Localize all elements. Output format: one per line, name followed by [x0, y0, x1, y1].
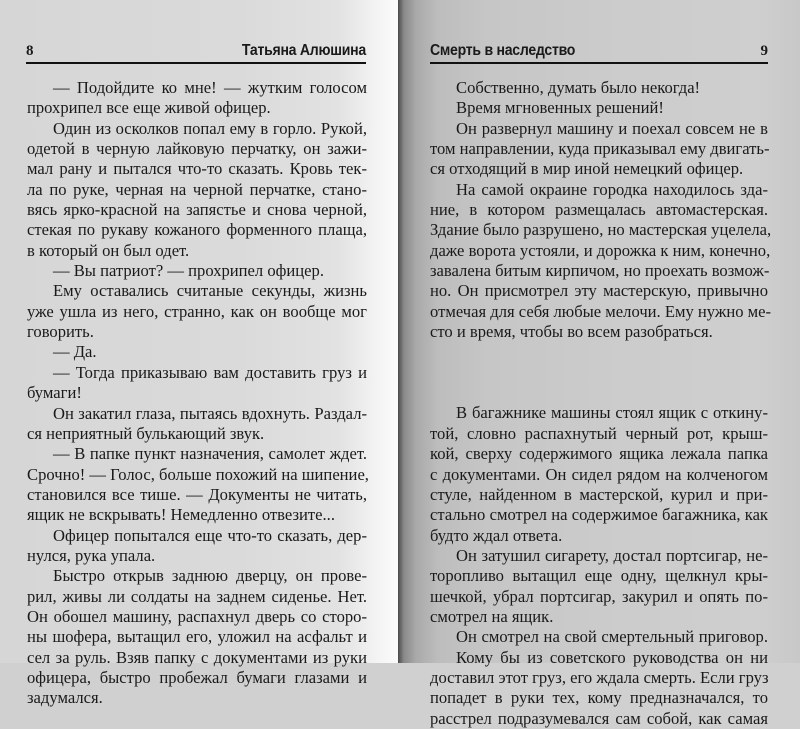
text-line: Он закатил глаза, пытаясь вдохнуть. Раздал- [53, 403, 367, 423]
page-number-left: 8 [26, 43, 34, 59]
text-line: — Да. [53, 342, 97, 362]
text-line: Он обошел машину, распахнул дверь со сторо- [27, 606, 367, 626]
text-line: ся отходящий в мир иной немецкий офицер. [430, 159, 744, 179]
text-line: офицера, быстро пробежал бумаги глазами и [27, 667, 367, 687]
text-line: стекая по рукаву кожаного форменного плаща, [27, 220, 367, 240]
text-line: в который он был одет. [27, 240, 190, 260]
text-line: Здание было разрушено, но мастерская уцелела, [430, 220, 772, 240]
text-line: На самой окраине городка находилось зда- [456, 179, 768, 199]
text-line: завалена битым кирпичом, но проехать возмож- [430, 261, 770, 281]
text-line: задумался. [27, 688, 103, 708]
text-line: — В папке пункт назначения, самолет ждет. [53, 444, 367, 464]
text-line: доставил этот груз, его ждала смерть. Если груз [430, 667, 769, 687]
text-line: Он затушил сигарету, достал портсигар, не- [456, 545, 768, 565]
text-line: Он смотрел на свой смертельный приговор. [456, 627, 768, 647]
text-line: кой, сверху содержимого ящика лежала папка [430, 444, 768, 464]
text-line: — Вы патриот? — прохрипел офицер. [53, 261, 324, 281]
section-break [430, 342, 768, 403]
left-page-text [27, 78, 367, 709]
text-line: ся неприятный булькающий звук. [27, 423, 265, 443]
book-title-running-head: Смерть в наследство [430, 42, 576, 59]
right-page-text [430, 78, 772, 729]
text-line: Собственно, думать было некогда! [456, 78, 701, 97]
text-line: говорить. [27, 322, 94, 342]
text-line: отмечая для себя любые мелочи. Ему нужно ме- [430, 301, 772, 321]
text-line: ны шофера, вытащил его, уложил на асфальт и [27, 627, 367, 647]
author-running-head: Татьяна Алюшина [241, 42, 366, 59]
text-line: той, словно распахнутый черный рот, крыш- [430, 423, 768, 443]
text-line: ние, в котором размещалась автомастерская. [430, 200, 768, 220]
text-line: сто и время, чтобы во всем разобраться. [430, 322, 713, 342]
text-line: Ему оставались считаные секунды, жизнь [53, 281, 367, 301]
text-line: но. Он присмотрел эту мастерскую, привычно [430, 281, 768, 301]
text-line: том направлении, куда приказывал ему двигать- [430, 139, 770, 159]
text-line: расстрел подразумевался сам собой, как самая [430, 708, 768, 728]
text-line: стально смотрел на содержимое багажника, как [430, 505, 768, 525]
text-line: попадет в руки тех, кому предназначался, то [430, 688, 768, 708]
text-line: — Тогда приказываю вам доставить груз и [53, 362, 367, 382]
text-line: Срочно! — Голос, больше похожий на шипение, [27, 464, 369, 484]
text-line: торопливо вытащил еще одну, щелкнул кры- [430, 566, 768, 586]
right-running-header [430, 40, 768, 64]
text-line: — Подойдите ко мне! — жутким голосом [53, 78, 367, 97]
text-line: Он развернул машину и поехал совсем не в [456, 118, 768, 138]
text-line: ла по руке, черная на черной перчатке, стано- [27, 179, 367, 199]
text-line: стуле, найденном в мастерской, курил и при- [430, 484, 768, 504]
text-line: вясь ярко-красной на запястье и снова черной, [27, 200, 367, 220]
text-line: Офицер попытался еще что-то сказать, дер- [53, 525, 367, 545]
text-line: сел за руль. Взяв папку с документами из руки [27, 647, 367, 667]
page-number-right: 9 [760, 43, 768, 59]
text-line: Один из осколков попал ему в горло. Рукой, [53, 118, 367, 138]
text-line: Быстро открыв заднюю дверцу, он прове- [53, 566, 367, 586]
text-line: даже ворота устояли, и дорожка к ним, конечно, [430, 240, 771, 260]
text-line: ящик не вскрывать! Немедленно отвезите... [27, 505, 335, 525]
text-line: одетой в черную лайковую перчатку, он зажи- [27, 139, 367, 159]
text-line: прохрипел все еще живой офицер. [27, 98, 271, 118]
text-line: будто ждал ответа. [430, 525, 563, 545]
text-line: Время мгновенных решений! [456, 98, 664, 118]
right-page [398, 0, 800, 728]
text-line: становился все тише. — Документы не читать, [27, 484, 367, 504]
text-line: рил, живы ли солдаты на заднем сиденье. Нет. [27, 586, 367, 606]
text-line: Кому бы из советского руководства он ни [456, 647, 768, 667]
left-running-header [26, 40, 366, 64]
left-page [0, 0, 398, 708]
text-line: смотрел на ящик. [430, 606, 554, 626]
text-line: уже ушла из него, странно, как он вообще мог [27, 301, 367, 321]
text-line: мал рану и пытался что-то сказать. Кровь тек- [27, 159, 367, 179]
text-line: нулся, рука упала. [27, 545, 156, 565]
text-line: шечкой, убрал портсигар, закурил и опять по- [430, 586, 768, 606]
text-line: В багажнике машины стоял ящик с откину- [456, 403, 768, 423]
text-line: с документами. Он сидел рядом на колченогом [430, 464, 768, 484]
text-line: бумаги! [27, 383, 82, 403]
